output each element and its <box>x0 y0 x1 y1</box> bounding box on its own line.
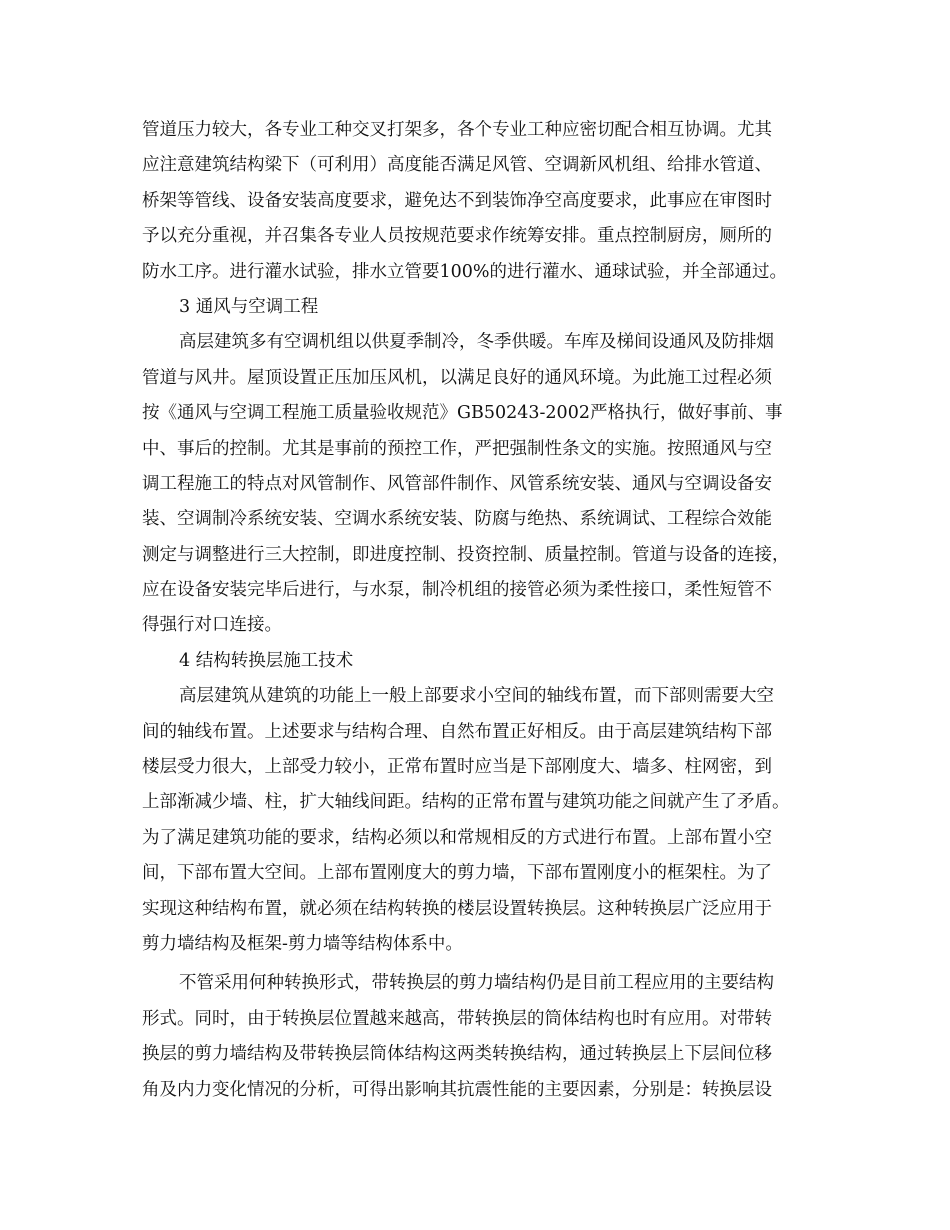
text-line: 换层的剪力墙结构及带转换层筒体结构这两类转换结构，通过转换层上下层间位移 <box>142 1044 772 1065</box>
text-line: 应注意建筑结构梁下（可利用）高度能否满足风管、空调新风机组、给排水管道、 <box>142 155 772 176</box>
text-line: 装、空调制冷系统安装、空调水系统安装、防腐与绝热、系统调试、工程综合效能 <box>142 509 772 530</box>
text-line: 形式。同时，由于转换层位置越来越高，带转换层的筒体结构也时有应用。对带转 <box>142 1008 772 1029</box>
text-line: 高层建筑多有空调机组以供夏季制冷，冬季供暖。车库及梯间设通风及防排烟 <box>179 332 774 353</box>
text-line: 调工程施工的特点对风管制作、风管部件制作、风管系统安装、通风与空调设备安 <box>142 473 772 494</box>
section-heading: 4 结构转换层施工技术 <box>179 650 354 671</box>
text-line: 防水工序。进行灌水试验，排水立管要100%的进行灌水、通球试验，并全部通过。 <box>142 261 788 282</box>
text-line: 得强行对口连接。 <box>142 615 282 636</box>
text-line: 为了满足建筑功能的要求，结构必须以和常规相反的方式进行布置。上部布置小空 <box>142 827 772 848</box>
text-line: 中、事后的控制。尤其是事前的预控工作，严把强制性条文的实施。按照通风与空 <box>142 438 772 459</box>
text-line: 高层建筑从建筑的功能上一般上部要求小空间的轴线布置，而下部则需要大空 <box>179 686 774 707</box>
text-line: 间的轴线布置。上述要求与结构合理、自然布置正好相反。由于高层建筑结构下部 <box>142 721 772 742</box>
text-line: 上部渐减少墙、柱，扩大轴线间距。结构的正常布置与建筑功能之间就产生了矛盾。 <box>142 792 790 813</box>
text-line: 不管采用何种转换形式，带转换层的剪力墙结构仍是目前工程应用的主要结构 <box>179 973 774 994</box>
text-line: 剪力墙结构及框架-剪力墙等结构体系中。 <box>142 933 463 954</box>
text-line: 管道压力较大，各专业工种交叉打架多，各个专业工种应密切配合相互协调。尤其 <box>142 120 772 140</box>
text-line: 按《通风与空调工程施工质量验收规范》GB50243-2002严格执行，做好事前、事 <box>142 403 783 424</box>
text-line: 予以充分重视，并召集各专业人员按规范要求作统筹安排。重点控制厨房，厕所的 <box>142 226 772 247</box>
text-line: 桥架等管线、设备安装高度要求，避免达不到装饰净空高度要求，此事应在审图时 <box>142 190 772 211</box>
text-line: 测定与调整进行三大控制，即进度控制、投资控制、质量控制。管道与设备的连接， <box>142 544 790 565</box>
text-line: 管道与风井。屋顶设置正压加压风机，以满足良好的通风环境。为此施工过程必须 <box>142 367 772 388</box>
text-line: 角及内力变化情况的分析，可得出影响其抗震性能的主要因素，分别是：转换层设 <box>142 1079 772 1100</box>
body-text <box>142 113 822 1108</box>
text-line: 应在设备安装完毕后进行，与水泵，制冷机组的接管必须为柔性接口，柔性短管不 <box>142 580 772 601</box>
section-heading: 3 通风与空调工程 <box>179 296 319 317</box>
text-line: 间，下部布置大空间。上部布置刚度大的剪力墙，下部布置刚度小的框架柱。为了 <box>142 863 772 884</box>
text-line: 实现这种结构布置，就必须在结构转换的楼层设置转换层。这种转换层广泛应用于 <box>142 898 772 919</box>
text-line: 楼层受力很大，上部受力较小，正常布置时应当是下部刚度大、墙多、柱网密，到 <box>142 757 772 778</box>
